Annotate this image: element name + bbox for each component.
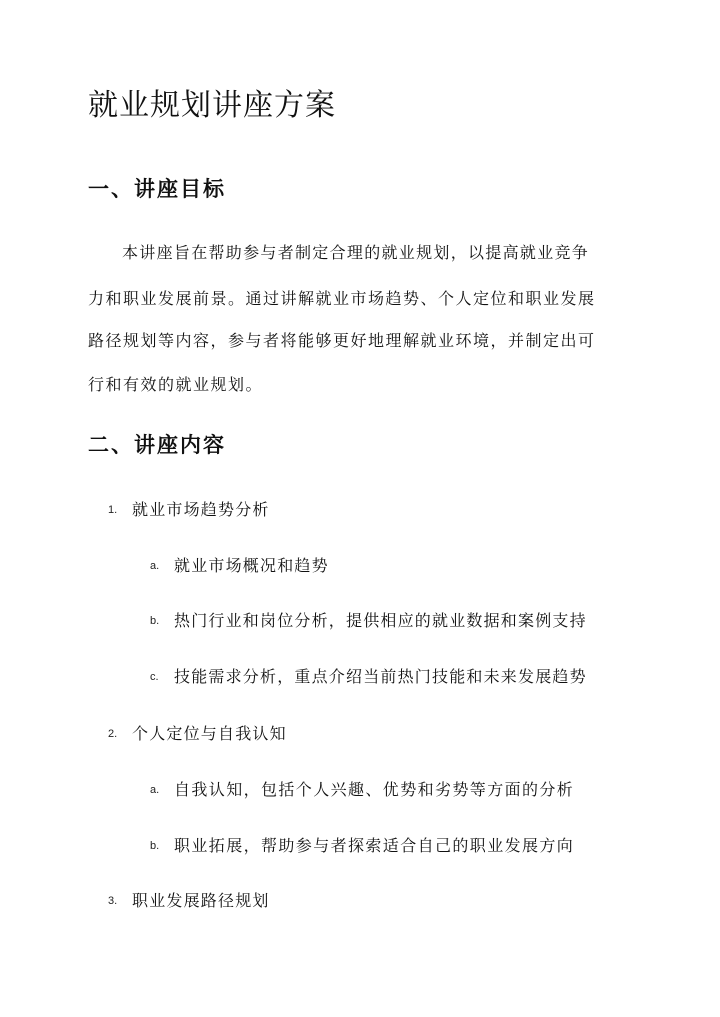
section-heading-goals: 一、讲座目标 [88,177,226,201]
list-item-text: 就业市场趋势分析 [132,500,270,519]
list-subitem [150,777,574,803]
list-marker: c. [150,671,159,683]
list-item-text: 职业发展路径规划 [132,891,270,910]
list-marker: b. [150,840,160,852]
paragraph-line: 本讲座旨在帮助参与者制定合理的就业规划，以提高就业竞争 [122,243,590,262]
list-marker: b. [150,615,160,627]
list-subitem [150,553,329,579]
list-subitem-text: 就业市场概况和趋势 [174,556,329,575]
section-heading-content: 二、讲座内容 [88,433,226,457]
document-title: 就业规划讲座方案 [88,88,336,123]
list-item-text: 个人定位与自我认知 [132,724,287,743]
list-marker: 3. [108,895,118,907]
list-marker: 1. [108,504,118,516]
list-subitem-text: 技能需求分析，重点介绍当前热门技能和未来发展趋势 [174,667,587,686]
list-subitem-text: 职业拓展，帮助参与者探索适合自己的职业发展方向 [174,836,575,855]
list-subitem [150,608,587,634]
list-item [108,721,287,747]
paragraph-line: 路径规划等内容，参与者将能够更好地理解就业环境，并制定出可 [88,331,596,350]
list-item [108,888,270,914]
paragraph-line: 行和有效的就业规划。 [88,375,264,394]
paragraph-line: 力和职业发展前景。通过讲解就业市场趋势、个人定位和职业发展 [88,289,596,308]
list-marker: 2. [108,728,118,740]
list-marker: a. [150,784,160,796]
list-item [108,497,270,523]
list-marker: a. [150,560,160,572]
list-subitem-text: 热门行业和岗位分析，提供相应的就业数据和案例支持 [174,611,587,630]
list-subitem [150,664,587,690]
list-subitem [150,833,574,859]
list-subitem-text: 自我认知，包括个人兴趣、优势和劣势等方面的分析 [174,780,575,799]
